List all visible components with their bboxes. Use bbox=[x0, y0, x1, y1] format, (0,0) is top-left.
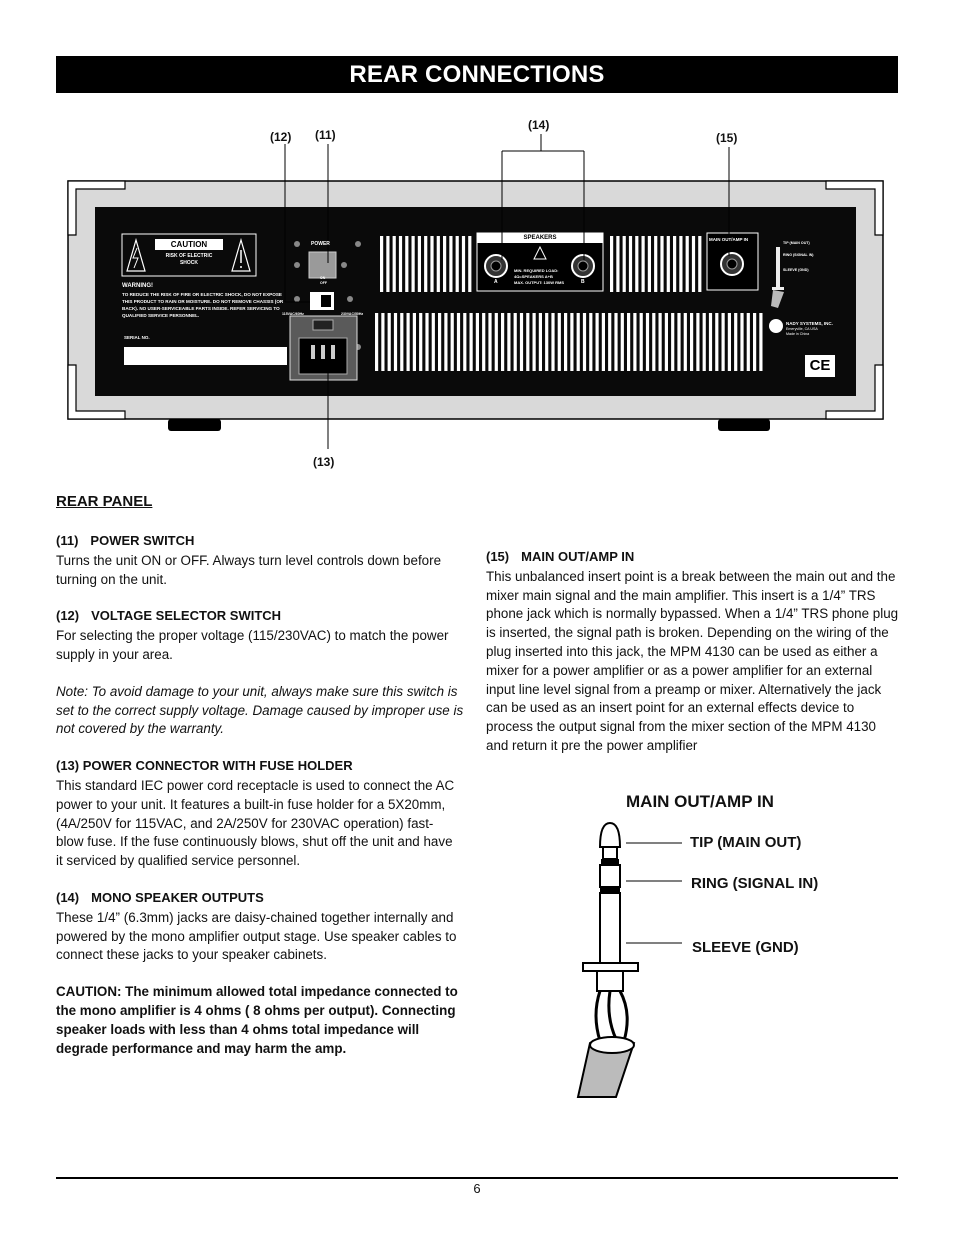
vent-slot bbox=[482, 313, 485, 371]
item-13-text: This standard IEC power cord receptacle is used to connect the AC power to your unit. It features a built-in fuse holder for a 5X20mm, (4A/250V for 115VAC, and 2A/250V for 230VAC operation) fast-blow fuse. If the fuse continuously blows, shut off the unit and have it serviced by qualified service personnel. bbox=[56, 777, 455, 869]
vent-slot bbox=[388, 313, 391, 371]
vent-slot bbox=[633, 313, 636, 371]
vent-slot bbox=[495, 313, 498, 371]
panel-warning-text: TO REDUCE THE RISK OF FIRE OR ELECTRIC SHOCK, DO NOT EXPOSE THIS PRODUCT TO RAIN OR MOISTURE. DO NOT REMOVE CHASSIS (OR BACK). NO USER-SERVICEABLE PARTS INSIDE. REFER SERVICING TO QUALIFIED SERVICE PERSONNEL. bbox=[122, 292, 284, 318]
panel-main-out-label: MAIN OUT/AMP IN bbox=[709, 237, 749, 242]
jack-ring-label: RING (SIGNAL IN) bbox=[691, 875, 819, 892]
panel-tip-label: TIP (MAIN OUT) bbox=[783, 241, 810, 245]
panel-made-in-label: Made in China bbox=[786, 332, 810, 336]
vent-slot bbox=[451, 313, 454, 371]
panel-ring-label: RING (SIGNAL IN) bbox=[783, 253, 814, 257]
vent-slot bbox=[393, 236, 396, 292]
vent-slot bbox=[635, 236, 638, 292]
vent-slot bbox=[514, 313, 517, 371]
vent-slot bbox=[577, 313, 580, 371]
vent-slot bbox=[507, 313, 510, 371]
item-12-heading: (12) VOLTAGE SELECTOR SWITCH bbox=[56, 608, 282, 624]
vent-slot bbox=[665, 313, 668, 371]
vent-slot bbox=[399, 236, 402, 292]
vent-slot bbox=[671, 313, 674, 371]
vent-slot bbox=[526, 313, 529, 371]
vent-slot bbox=[654, 236, 657, 292]
vent-slot bbox=[690, 313, 693, 371]
vent-slot bbox=[405, 236, 408, 292]
item-12-text: For selecting the proper voltage (115/230VAC) to match the power supply in your area. bbox=[56, 628, 449, 662]
panel-jack-a-label: A bbox=[494, 279, 498, 285]
vent-slot bbox=[677, 313, 680, 371]
vent-slot bbox=[413, 313, 416, 371]
callout-15: (15) bbox=[716, 131, 738, 145]
vent-slot bbox=[734, 313, 737, 371]
vent-slot bbox=[419, 313, 422, 371]
power-switch bbox=[309, 252, 336, 278]
item-14-heading: (14) MONO SPEAKER OUTPUTS bbox=[56, 889, 264, 905]
vent-slot bbox=[583, 313, 586, 371]
vent-slot bbox=[418, 236, 421, 292]
vent-slot bbox=[539, 313, 542, 371]
vent-slot bbox=[432, 313, 435, 371]
vent-slot bbox=[715, 313, 718, 371]
vent-slot bbox=[667, 236, 670, 292]
vent-slot bbox=[623, 236, 626, 292]
vent-slot bbox=[533, 313, 536, 371]
vent-slot bbox=[648, 236, 651, 292]
vent-slot bbox=[627, 313, 630, 371]
vent-slot bbox=[608, 313, 611, 371]
item-15-text: This unbalanced insert point is a break between the main out and the mixer main signal and the main amplifier. This insert is a 1/4” TRS phone jack which is normally bypassed. When a 1/4” TRS phone plug is inserted, the signal path is broken. Depending on the wiring of the plug inserted into this jack, the MPM 4130 can be used as either a mixer for a power amplifier or as a power amplifier for an external input line level signal from a preamp or mixer. Alternatively the jack can be used as an insert point for an external effects device to process the output signal from the mixer section of the MPM 4130 and return it pre the power amplifier bbox=[486, 568, 899, 753]
callout-11: (11) bbox=[315, 128, 336, 142]
callout-14: (14) bbox=[528, 118, 550, 132]
vent-slot bbox=[564, 313, 567, 371]
panel-jack-b-label: B bbox=[581, 279, 585, 285]
jack-sleeve-label: SLEEVE (GND) bbox=[692, 939, 799, 956]
panel-load-value: 4Ω=SPEAKERS A+B bbox=[514, 274, 553, 279]
vent-slot bbox=[679, 236, 682, 292]
item-14-caution: CAUTION: The minimum allowed total impedance connected to the mono amplifier is 4 ohms ( 8 ohms per output). Connecting speaker loads with less than 4 ohms total impedance will degrade performance and may harm the amp. bbox=[56, 984, 458, 1056]
vent-slot bbox=[470, 313, 473, 371]
panel-city-label: Emeryville, CA USA bbox=[786, 327, 818, 331]
page-number: 6 bbox=[473, 1181, 481, 1196]
vent-slot bbox=[407, 313, 410, 371]
panel-warning-head: WARNING! bbox=[122, 283, 153, 289]
panel-on-label: ON bbox=[320, 276, 326, 280]
vent-slot bbox=[696, 313, 699, 371]
vent-slot bbox=[380, 236, 383, 292]
item-12-note: Note: To avoid damage to your unit, always make sure this switch is set to the correct supply voltage. Damage caused by improper use is not covered by the warranty. bbox=[56, 683, 464, 737]
panel-risk-label: RISK OF ELECTRIC SHOCK bbox=[165, 253, 213, 266]
vent-slot bbox=[425, 313, 428, 371]
vent-slot bbox=[660, 236, 663, 292]
vent-slot bbox=[437, 236, 440, 292]
vent-slot bbox=[686, 236, 689, 292]
vent-slot bbox=[394, 313, 397, 371]
vent-slot bbox=[386, 236, 389, 292]
vent-slot bbox=[740, 313, 743, 371]
item-11-heading: (11) POWER SWITCH bbox=[56, 533, 195, 548]
vent-slot bbox=[501, 313, 504, 371]
vent-slot bbox=[545, 313, 548, 371]
callout-13: (13) bbox=[313, 455, 335, 469]
vent-slot bbox=[570, 313, 573, 371]
vent-slot bbox=[375, 313, 378, 371]
foot-right bbox=[718, 419, 770, 431]
item-14-text: These 1/4” (6.3mm) jacks are daisy-chained together internally and powered by the mono amplifier output stage. Use speaker cables to connect these jacks to your speaker cabinets. bbox=[56, 909, 457, 963]
vent-slot bbox=[443, 236, 446, 292]
item-13-heading: (13) POWER CONNECTOR WITH FUSE HOLDER bbox=[56, 758, 353, 774]
vent-slot bbox=[652, 313, 655, 371]
vent-slot bbox=[692, 236, 695, 292]
vent-slot bbox=[659, 313, 662, 371]
panel-ce-label: CE bbox=[809, 357, 831, 374]
vent-slot bbox=[602, 313, 605, 371]
panel-speakers-label: SPEAKERS bbox=[523, 235, 557, 241]
vent-slot bbox=[753, 313, 756, 371]
vent-slot bbox=[621, 313, 624, 371]
vent-slot bbox=[381, 313, 384, 371]
vent-slot bbox=[728, 313, 731, 371]
item-11-text: Turns the unit ON or OFF. Always turn level controls down before turning on the unit. bbox=[56, 552, 442, 587]
page-title: REAR CONNECTIONS bbox=[56, 56, 898, 93]
left-column bbox=[56, 532, 468, 1058]
panel-sleeve-label: SLEEVE (GND) bbox=[783, 268, 809, 272]
vent-slot bbox=[640, 313, 643, 371]
jack-figure-title: MAIN OUT/AMP IN bbox=[626, 792, 774, 811]
vent-slot bbox=[468, 236, 471, 292]
vent-slot bbox=[709, 313, 712, 371]
vent-slot bbox=[646, 313, 649, 371]
vent-slot bbox=[759, 313, 762, 371]
callout-12: (12) bbox=[270, 130, 292, 144]
vent-slot bbox=[424, 236, 427, 292]
vent-slot bbox=[673, 236, 676, 292]
vent-slot bbox=[520, 313, 523, 371]
nady-logo bbox=[769, 319, 783, 333]
footer-rule bbox=[56, 1177, 898, 1179]
vent-slot bbox=[596, 313, 599, 371]
panel-230v-label: 230VAC/50Hz bbox=[341, 312, 364, 316]
panel-serial-label: SERIAL NO. bbox=[124, 335, 150, 340]
vent-slot bbox=[551, 313, 554, 371]
vent-slot bbox=[457, 313, 460, 371]
foot-left bbox=[168, 419, 221, 431]
vent-slot bbox=[462, 236, 465, 292]
vent-slot bbox=[684, 313, 687, 371]
panel-off-label: OFF bbox=[320, 281, 327, 285]
vent-slot bbox=[610, 236, 613, 292]
panel-caution-label: CAUTION bbox=[170, 240, 208, 249]
item-15-heading: (15) MAIN OUT/AMP IN bbox=[486, 549, 635, 564]
panel-company-label: NADY SYSTEMS, INC. bbox=[786, 321, 833, 326]
vent-slot bbox=[747, 313, 750, 371]
vent-slot bbox=[616, 236, 619, 292]
vent-slot bbox=[444, 313, 447, 371]
vent-slot bbox=[488, 313, 491, 371]
panel-115v-label: 115VAC/60Hz bbox=[282, 312, 304, 316]
right-column bbox=[486, 548, 900, 756]
vent-slot bbox=[476, 313, 479, 371]
panel-power-label: POWER bbox=[311, 241, 330, 247]
vent-slot bbox=[438, 313, 441, 371]
vent-slot bbox=[642, 236, 645, 292]
vent-slot bbox=[449, 236, 452, 292]
vent-slot bbox=[412, 236, 415, 292]
vent-slot bbox=[456, 236, 459, 292]
vent-slot bbox=[703, 313, 706, 371]
panel-max-output: MAX. OUTPUT: 130W RMS bbox=[514, 280, 565, 285]
vent-slot bbox=[463, 313, 466, 371]
vent-slot bbox=[614, 313, 617, 371]
vent-slot bbox=[698, 236, 701, 292]
vent-slot bbox=[430, 236, 433, 292]
vent-slot bbox=[558, 313, 561, 371]
rear-panel-heading: REAR PANEL bbox=[56, 493, 153, 510]
jack-tip-label: TIP (MAIN OUT) bbox=[690, 834, 802, 851]
vent-slot bbox=[589, 313, 592, 371]
vent-slot bbox=[400, 313, 403, 371]
vent-slot bbox=[629, 236, 632, 292]
panel-min-load-label: MIN. REQUIRED LOAD: bbox=[514, 268, 559, 273]
serial-strip bbox=[124, 347, 287, 365]
vent-slot bbox=[722, 313, 725, 371]
